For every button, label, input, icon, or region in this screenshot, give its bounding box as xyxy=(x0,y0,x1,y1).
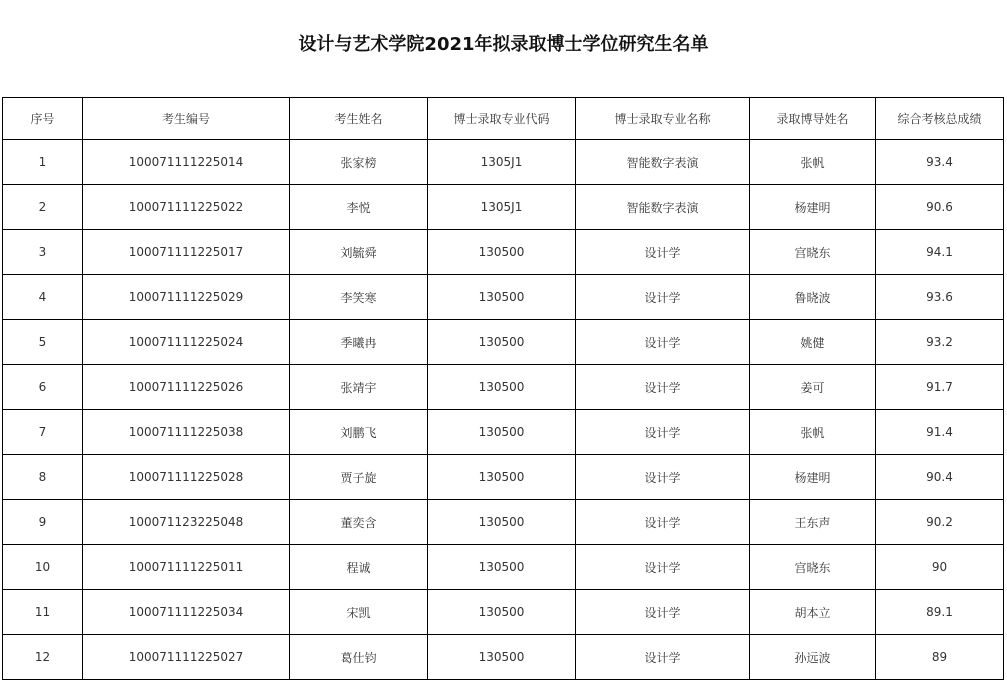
cell-total-score: 93.2 xyxy=(876,320,1004,365)
cell-total-score: 89 xyxy=(876,635,1004,680)
cell-candidate-name: 董奕含 xyxy=(290,500,428,545)
cell-supervisor: 宫晓东 xyxy=(750,230,876,275)
cell-candidate-id: 100071111225034 xyxy=(83,590,290,635)
cell-major-code: 1305J1 xyxy=(428,140,576,185)
cell-candidate-name: 宋凯 xyxy=(290,590,428,635)
cell-major-name: 设计学 xyxy=(576,635,750,680)
cell-major-name: 设计学 xyxy=(576,545,750,590)
cell-major-code: 130500 xyxy=(428,635,576,680)
cell-candidate-id: 100071111225022 xyxy=(83,185,290,230)
cell-supervisor: 姚健 xyxy=(750,320,876,365)
cell-supervisor: 杨建明 xyxy=(750,185,876,230)
cell-supervisor: 杨建明 xyxy=(750,455,876,500)
cell-major-name: 设计学 xyxy=(576,230,750,275)
column-header-index: 序号 xyxy=(3,98,83,140)
cell-supervisor: 胡本立 xyxy=(750,590,876,635)
cell-supervisor: 鲁晓波 xyxy=(750,275,876,320)
cell-major-code: 130500 xyxy=(428,590,576,635)
cell-index: 1 xyxy=(3,140,83,185)
cell-index: 8 xyxy=(3,455,83,500)
table-row xyxy=(3,635,1004,680)
column-header-major-code: 博士录取专业代码 xyxy=(428,98,576,140)
table-header-row xyxy=(3,98,1004,140)
cell-total-score: 93.6 xyxy=(876,275,1004,320)
cell-major-name: 设计学 xyxy=(576,455,750,500)
cell-candidate-id: 100071111225017 xyxy=(83,230,290,275)
cell-candidate-id: 100071111225038 xyxy=(83,410,290,455)
cell-major-name: 设计学 xyxy=(576,320,750,365)
cell-candidate-id: 100071123225048 xyxy=(83,500,290,545)
cell-supervisor: 张帆 xyxy=(750,410,876,455)
cell-total-score: 91.7 xyxy=(876,365,1004,410)
cell-major-code: 130500 xyxy=(428,455,576,500)
column-header-candidate-id: 考生编号 xyxy=(83,98,290,140)
cell-major-code: 130500 xyxy=(428,365,576,410)
cell-total-score: 94.1 xyxy=(876,230,1004,275)
table-row xyxy=(3,545,1004,590)
table-row xyxy=(3,365,1004,410)
cell-index: 2 xyxy=(3,185,83,230)
cell-total-score: 93.4 xyxy=(876,140,1004,185)
cell-major-name: 设计学 xyxy=(576,500,750,545)
cell-supervisor: 孙远波 xyxy=(750,635,876,680)
table-row xyxy=(3,275,1004,320)
cell-candidate-name: 刘鹏飞 xyxy=(290,410,428,455)
cell-index: 7 xyxy=(3,410,83,455)
cell-candidate-id: 100071111225028 xyxy=(83,455,290,500)
cell-candidate-id: 100071111225024 xyxy=(83,320,290,365)
cell-index: 4 xyxy=(3,275,83,320)
cell-supervisor: 姜可 xyxy=(750,365,876,410)
cell-index: 3 xyxy=(3,230,83,275)
cell-index: 5 xyxy=(3,320,83,365)
table-row xyxy=(3,500,1004,545)
cell-total-score: 90.6 xyxy=(876,185,1004,230)
cell-total-score: 90.2 xyxy=(876,500,1004,545)
cell-candidate-name: 季曦冉 xyxy=(290,320,428,365)
cell-candidate-name: 程诚 xyxy=(290,545,428,590)
cell-candidate-name: 张家榜 xyxy=(290,140,428,185)
cell-candidate-name: 张靖宇 xyxy=(290,365,428,410)
cell-candidate-name: 葛仕钧 xyxy=(290,635,428,680)
cell-major-name: 设计学 xyxy=(576,365,750,410)
table-row xyxy=(3,320,1004,365)
cell-index: 12 xyxy=(3,635,83,680)
cell-candidate-name: 贾子旋 xyxy=(290,455,428,500)
column-header-candidate-name: 考生姓名 xyxy=(290,98,428,140)
cell-supervisor: 王东声 xyxy=(750,500,876,545)
cell-supervisor: 张帆 xyxy=(750,140,876,185)
cell-total-score: 91.4 xyxy=(876,410,1004,455)
cell-candidate-id: 100071111225026 xyxy=(83,365,290,410)
cell-candidate-id: 100071111225014 xyxy=(83,140,290,185)
table-row xyxy=(3,455,1004,500)
cell-major-name: 智能数字表演 xyxy=(576,140,750,185)
page-title: 设计与艺术学院2021年拟录取博士学位研究生名单 xyxy=(298,34,709,55)
cell-index: 6 xyxy=(3,365,83,410)
cell-major-name: 智能数字表演 xyxy=(576,185,750,230)
cell-major-code: 130500 xyxy=(428,410,576,455)
column-header-major-name: 博士录取专业名称 xyxy=(576,98,750,140)
cell-major-code: 130500 xyxy=(428,545,576,590)
cell-supervisor: 宫晓东 xyxy=(750,545,876,590)
cell-total-score: 90 xyxy=(876,545,1004,590)
cell-major-code: 130500 xyxy=(428,275,576,320)
admission-list-table xyxy=(2,97,1004,680)
cell-major-name: 设计学 xyxy=(576,275,750,320)
cell-candidate-id: 100071111225027 xyxy=(83,635,290,680)
cell-candidate-name: 李笑寒 xyxy=(290,275,428,320)
table-row xyxy=(3,185,1004,230)
cell-major-code: 130500 xyxy=(428,500,576,545)
cell-candidate-id: 100071111225029 xyxy=(83,275,290,320)
cell-candidate-id: 100071111225011 xyxy=(83,545,290,590)
column-header-total-score: 综合考核总成绩 xyxy=(876,98,1004,140)
cell-total-score: 89.1 xyxy=(876,590,1004,635)
table-row xyxy=(3,140,1004,185)
table-row xyxy=(3,590,1004,635)
column-header-supervisor: 录取博导姓名 xyxy=(750,98,876,140)
cell-major-name: 设计学 xyxy=(576,410,750,455)
table-row xyxy=(3,410,1004,455)
cell-index: 10 xyxy=(3,545,83,590)
cell-candidate-name: 刘毓舜 xyxy=(290,230,428,275)
cell-major-name: 设计学 xyxy=(576,590,750,635)
table-row xyxy=(3,230,1004,275)
cell-major-code: 130500 xyxy=(428,230,576,275)
cell-major-code: 1305J1 xyxy=(428,185,576,230)
cell-index: 11 xyxy=(3,590,83,635)
cell-candidate-name: 李悦 xyxy=(290,185,428,230)
cell-index: 9 xyxy=(3,500,83,545)
cell-major-code: 130500 xyxy=(428,320,576,365)
cell-total-score: 90.4 xyxy=(876,455,1004,500)
